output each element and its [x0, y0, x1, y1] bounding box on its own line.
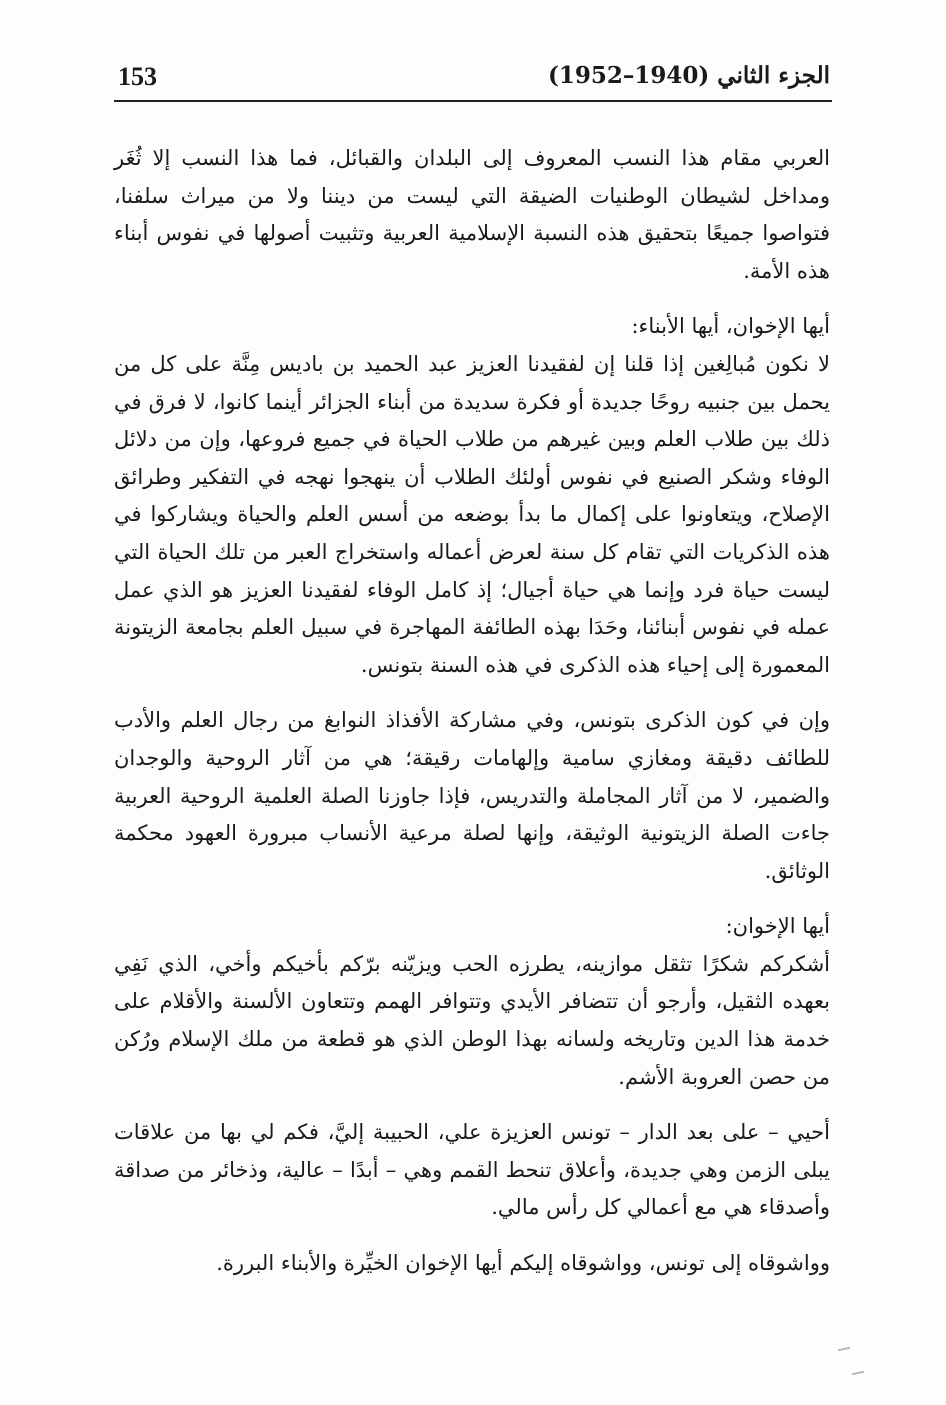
running-title: الجزء الثاني (1940–1952)	[548, 62, 830, 89]
paragraph: وواشوقاه إلى تونس، وواشوقاه إليكم أيها الإخوان الخيِّرة والأبناء البررة.	[216, 1251, 830, 1276]
running-header	[118, 62, 830, 98]
header-rule	[114, 100, 832, 102]
paragraph: وإن في كون الذكرى بتونس، وفي مشاركة الأفذاذ النوابغ من رجال العلم والأدب للطائف دقيقة ومغازي سامية وإلهامات رقيقة؛ هي من آثار الروحية والوجدان والضمير، لا من آثار المجاملة والتدريس، فإذا جاوزنا الصلة العلمية الروحية العربية جاءت الصلة الزيتونية الوثيقة، وإنها لصلة مرعية الأنساب مبرورة العهود محكمة الوثائق.	[114, 708, 830, 883]
paragraph: لا نكون مُبالِغين إذا قلنا إن لفقيدنا العزيز عبد الحميد بن باديس مِنَّة على كل من يحمل بين جنبيه روحًا جديدة أو فكرة سديدة من أبناء الجزائر أينما كانوا، لا فرق في ذلك بين طلاب العلم وبين غيرهم من طلاب الحياة في جميع فروعها، وإن من دلائل الوفاء وشكر الصنيع في نفوس أولئك الطلاب أن ينهجوا نهجه في التفكير وطرائق الإصلاح، ويتعاونوا على إكمال ما بدأ بوضعه من أسس العلم والحياة ويشاركوا في هذه الذكريات التي تقام كل سنة لعرض أعماله واستخراج العبر من تلك الحياة التي ليست حياة فرد وإنما هي حياة أجيال؛ إذ كامل الوفاء لفقيدنا العزيز هو الذي عمل عمله في نفوس أبنائنا، وحَدَا بهذه الطائفة المهاجرة في سبيل العلم بجامعة الزيتونة المعمورة إلى إحياء هذه الذكرى في هذه السنة بتونس.	[114, 351, 830, 677]
paragraph-address: أيها الإخوان:	[725, 914, 830, 939]
scan-speck	[852, 1371, 864, 1375]
paragraph-address: أيها الإخوان، أيها الأبناء:	[631, 314, 830, 339]
scan-speck	[838, 1347, 850, 1351]
paragraph: أشكركم شكرًا تثقل موازينه، يطرزه الحب ويزيّنه برّكم بأخيكم وأخي، الذي نَفِي بعهده الثقيل، وأرجو أن تتضافر الأيدي وتتوافر الهمم وتتعاون الألسنة والأقلام على خدمة هذا الدين وتاريخه ولسانه بهذا الوطن الذي هو قطعة من ملك الإسلام ورُكن من حصن العروبة الأشم.	[114, 951, 830, 1089]
paragraph: أحيي – على بعد الدار – تونس العزيزة علي، الحبيبة إليَّ، فكم لي بها من علاقات يبلى الزمن وهي جديدة، وأعلاق تنحط القمم وهي – أبدًا – عالية، وذخائر من صداقة وأصدقاء هي مع أعمالي كل رأس مالي.	[114, 1120, 830, 1220]
body-text	[114, 140, 830, 1283]
paragraph: العربي مقام هذا النسب المعروف إلى البلدان والقبائل، فما هذا النسب إلا ثُغَر ومداخل لشيطان الوطنيات الضيقة التي ليست من ديننا ولا من ميراث سلفنا، فتواصوا جميعًا بتحقيق هذه النسبة الإسلامية العربية وتثبيت أصولها في نفوس أبناء هذه الأمة.	[114, 146, 830, 283]
page-number: 153	[118, 62, 157, 91]
